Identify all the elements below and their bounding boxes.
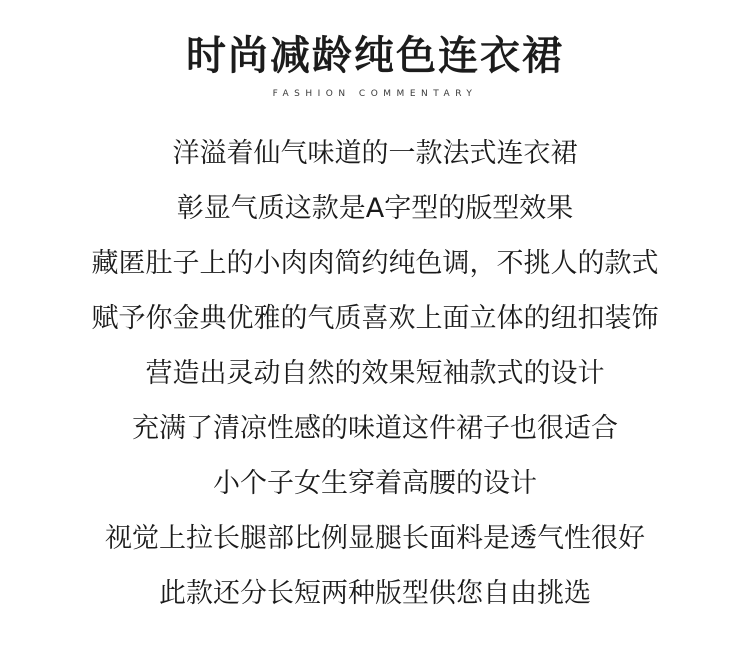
description-line: 此款还分长短两种版型供您自由挑选 [159, 578, 591, 609]
description-list [0, 126, 750, 621]
page-subtitle: FASHION COMMENTARY [272, 89, 478, 99]
page-title: 时尚减龄纯色连衣裙 [186, 33, 564, 79]
description-line: 彰显气质这款是A字型的版型效果 [176, 193, 574, 224]
description-line: 赋予你金典优雅的气质喜欢上面立体的纽扣装饰 [91, 303, 659, 334]
description-line: 洋溢着仙气味道的一款法式连衣裙 [172, 138, 578, 169]
description-line: 藏匿肚子上的小肉肉简约纯色调，不挑人的款式 [91, 248, 659, 279]
description-line: 充满了清凉性感的味道这件裙子也很适合 [132, 413, 618, 444]
description-line: 视觉上拉长腿部比例显腿长面料是透气性很好 [105, 523, 645, 554]
description-line: 小个子女生穿着高腰的设计 [213, 468, 537, 499]
header [0, 28, 750, 100]
description-line: 营造出灵动自然的效果短袖款式的设计 [145, 358, 605, 389]
